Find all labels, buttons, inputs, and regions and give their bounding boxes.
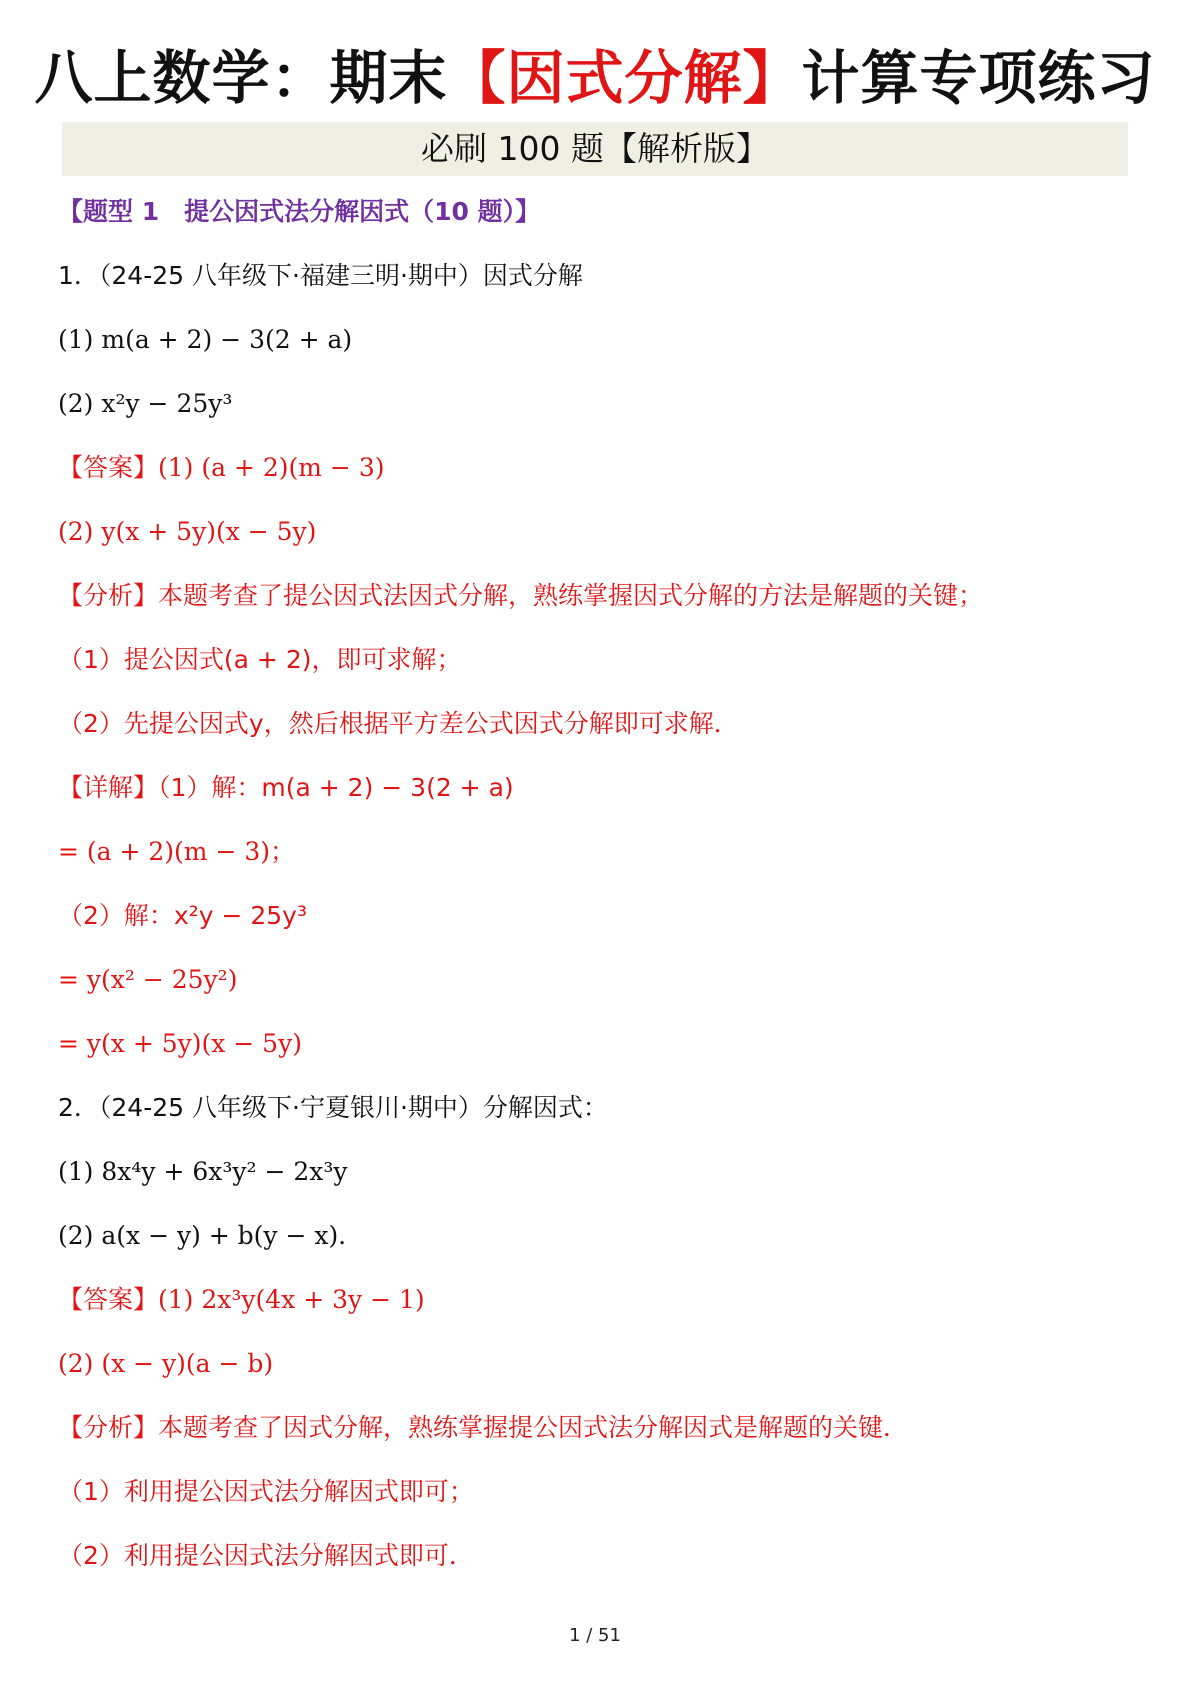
question-2-part-1: (1) 8x⁴y + 6x³y² − 2x³y [58, 1157, 348, 1186]
page-number: 1 / 51 [569, 1625, 621, 1646]
analysis-2: 【分析】本题考查了因式分解，熟练掌握提公因式法分解因式是解题的关键． [58, 1413, 909, 1442]
analysis-2-step-1: （1）利用提公因式法分解因式即可； [58, 1477, 474, 1506]
solution-1-part-1: 【详解】（1）解：m(a + 2) − 3(2 + a) [58, 773, 514, 802]
subtitle-bar [62, 122, 1128, 176]
page-title [0, 38, 1190, 118]
solution-1-part-1-result: = (a + 2)(m − 3)； [58, 837, 296, 866]
question-2-part-2: (2) a(x − y) + b(y − x)． [58, 1221, 364, 1250]
analysis-2-step-2: （2）利用提公因式法分解因式即可． [58, 1541, 474, 1570]
question-1-stem: 1．（24-25 八年级下·福建三明·期中）因式分解 [58, 261, 583, 290]
question-1-part-2: (2) x²y − 25y³ [58, 389, 233, 418]
title-highlight: 【因式分解】 [447, 44, 802, 112]
analysis-1-step-1: （1）提公因式(a + 2)，即可求解； [58, 645, 462, 674]
solution-1-part-2-step: = y(x² − 25y²) [58, 965, 238, 994]
question-1-part-1: (1) m(a + 2) − 3(2 + a) [58, 325, 353, 354]
solution-1-part-2: （2）解：x²y − 25y³ [58, 901, 307, 930]
section-header: 【题型 1 提公因式法分解因式（10 题）】 [58, 197, 541, 226]
subtitle: 必刷 100 题【解析版】 [421, 129, 769, 168]
question-2-stem: 2．（24-25 八年级下·宁夏银川·期中）分解因式： [58, 1093, 608, 1122]
answer-2-part-1: 【答案】(1) 2x³y(4x + 3y − 1) [58, 1285, 425, 1314]
answer-2-part-2: (2) (x − y)(a − b) [58, 1349, 274, 1378]
analysis-1-step-2: （2）先提公因式y，然后根据平方差公式因式分解即可求解． [58, 709, 739, 738]
solution-1-part-2-result: = y(x + 5y)(x − 5y) [58, 1029, 302, 1058]
title-suffix: 计算专项练习 [801, 44, 1156, 112]
analysis-1: 【分析】本题考查了提公因式法因式分解，熟练掌握因式分解的方法是解题的关键； [58, 581, 984, 610]
answer-1-part-1: 【答案】(1) (a + 2)(m − 3) [58, 453, 385, 482]
title-prefix: 八上数学：期末 [34, 44, 448, 112]
answer-1-part-2: (2) y(x + 5y)(x − 5y) [58, 517, 317, 546]
